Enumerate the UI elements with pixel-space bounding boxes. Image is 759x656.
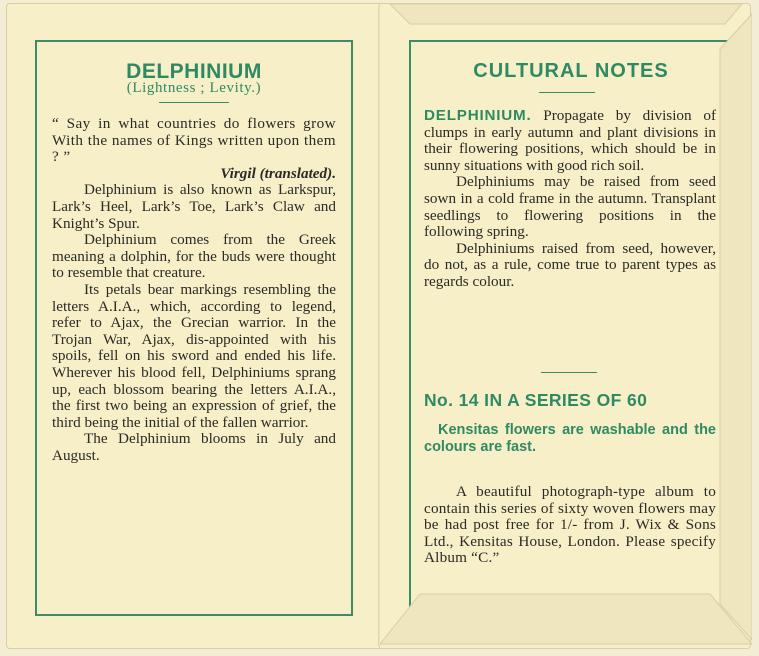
front-paragraph: Delphinium is also known as Larkspur, Lark’s Heel, Lark’s Toe, Lark’s Claw and Knight’s Spur. [52,181,336,232]
back-paragraph: Propagate by division of clumps in early autumn and plant divisions in their flowering positions, which should be in sunny situations with good rich soil. [424,107,717,174]
flower-title: DELPHINIUM [126,60,262,83]
verse-attribution: Virgil (translated). [220,164,336,182]
title-rule [159,102,229,103]
verse-quote: “ Say in what countries do flowers grow With the names of Kings written upon them ? ” [52,115,336,166]
front-paragraph: The Delphinium blooms in July and August. [52,430,336,464]
album-offer: A beautiful photograph-type album to contain this series of sixty woven flowers may be had post free for 1/- from J. Wix & Sons Ltd., Kensitas House, London. Please specify Album “C.” [424,483,716,567]
front-border [35,40,353,616]
front-paragraph: Delphinium comes from the Greek meaning a dolphin, for the buds were thought to resemble that creature. [52,231,336,282]
lead-word: DELPHINIUM. [424,107,532,124]
flower-meaning: (Lightness ; Levity.) [126,80,262,96]
back-paragraph: Delphiniums raised from seed, however, do not, as a rule, come true to parent types as regards colour. [424,239,716,290]
washable-note: Kensitas flowers are washable and the colours are fast. [424,422,716,455]
front-paragraph: Its petals bear markings resembling the letters A.I.A., which, according to legend, refer to Ajax, the Grecian warrior. In the Trojan War, Ajax, dis-appointed with his spoils, fell on his sword and ended his life. Wherever his blood fell, Delphiniums sprang up, each blossom bearing the letters A.I.A., the first two being an expression of grief, the third being the initial of the fallen warrior. [52,280,336,431]
series-number: No. 14 IN A SERIES OF 60 [424,390,648,410]
envelope-flaps [380,4,752,650]
front-text [52,116,336,464]
top-flap [390,4,742,24]
right-flap [720,14,752,640]
bottom-flap [380,594,752,644]
back-paragraph: Delphiniums may be raised from seed sown in a cold frame in the autumn. Transplant seedlings to flowering positions in the following spring. [424,173,716,241]
cultural-notes-title: CULTURAL NOTES [473,60,669,82]
